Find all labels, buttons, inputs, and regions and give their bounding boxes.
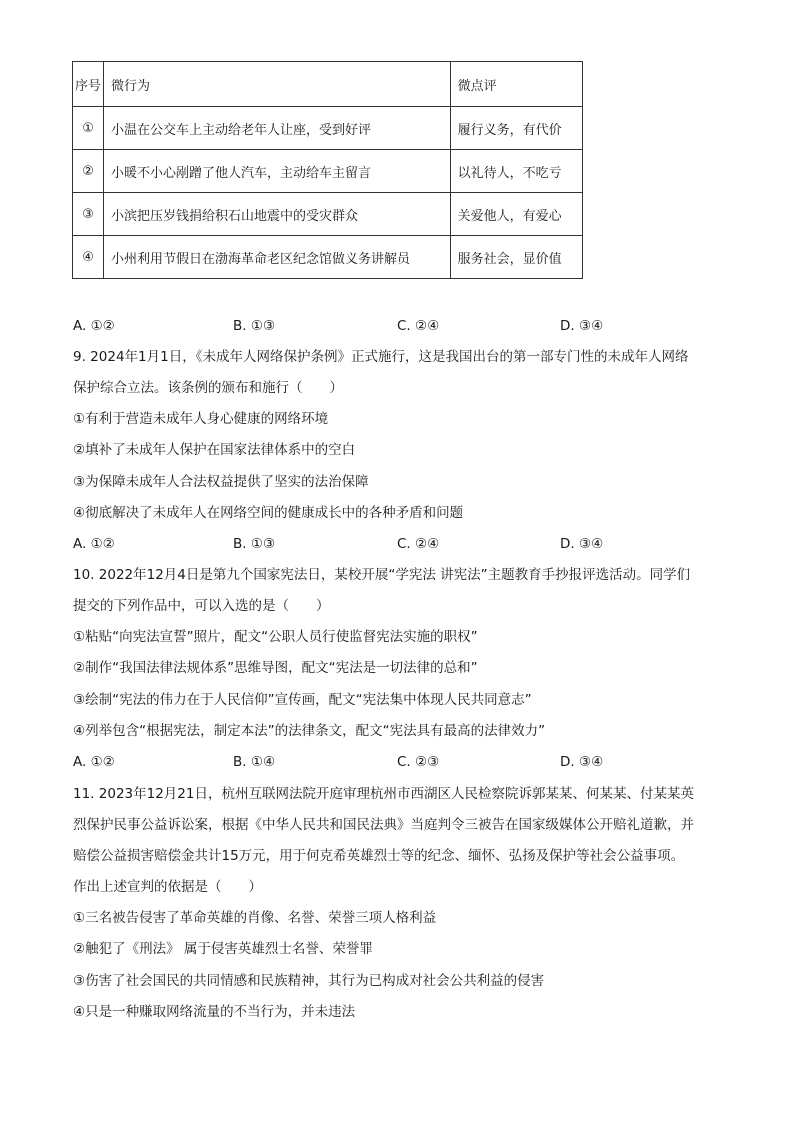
option-a[interactable]: A. ①② [73, 536, 115, 552]
row-comment: 服务社会，显价值 [450, 236, 582, 279]
q10-options [73, 752, 633, 772]
row-index: ② [73, 150, 104, 193]
q10-item: ④列举包含“根据宪法，制定本法”的法律条文，配文“宪法具有最高的法律效力” [73, 723, 546, 739]
row-behavior: 小滨把压岁钱捐给积石山地震中的受灾群众 [104, 193, 451, 236]
q9-stem-line: 保护综合立法。该条例的颁布和施行（ ） [73, 380, 343, 396]
row-behavior: 小暖不小心剐蹭了他人汽车，主动给车主留言 [104, 150, 451, 193]
q11-item: ④只是一种赚取网络流量的不当行为，并未违法 [73, 1004, 356, 1020]
header-comment: 微点评 [450, 62, 582, 107]
behavior-table [72, 61, 583, 279]
option-c[interactable]: C. ②③ [397, 754, 440, 770]
option-d[interactable]: D. ③④ [560, 318, 604, 334]
row-comment: 关爱他人，有爱心 [450, 193, 582, 236]
q9-item: ③为保障未成年人合法权益提供了坚实的法治保障 [73, 474, 369, 490]
table-row [73, 193, 583, 236]
q9-item: ②填补了未成年人保护在国家法律体系中的空白 [73, 442, 356, 458]
q11-item: ①三名被告侵害了革命英雄的肖像、名誉、荣誉三项人格利益 [73, 910, 437, 926]
table-row [73, 150, 583, 193]
option-b[interactable]: B. ①③ [233, 536, 276, 552]
row-behavior: 小州利用节假日在渤海革命老区纪念馆做义务讲解员 [104, 236, 451, 279]
option-d[interactable]: D. ③④ [560, 754, 604, 770]
row-behavior: 小温在公交车上主动给老年人让座，受到好评 [104, 107, 451, 150]
option-d[interactable]: D. ③④ [560, 536, 604, 552]
table-row [73, 236, 583, 279]
q11-stem-line: 作出上述宣判的依据是（ ） [73, 879, 262, 895]
q9-item: ④彻底解决了未成年人在网络空间的健康成长中的各种矛盾和问题 [73, 505, 464, 521]
q11-stem-line: 烈保护民事公益诉讼案，根据《中华人民共和国民法典》当庭判令三被告在国家级媒体公开赔礼道歉，并 [73, 817, 694, 833]
q10-item: ②制作“我国法律法规体系”思维导图，配文“宪法是一切法律的总和” [73, 660, 478, 676]
option-c[interactable]: C. ②④ [397, 318, 440, 334]
q11-item: ③伤害了社会国民的共同情感和民族精神，其行为已构成对社会公共利益的侵害 [73, 973, 545, 989]
q10-stem-line: 提交的下列作品中，可以入选的是（ ） [73, 598, 330, 614]
q9-item: ①有利于营造未成年人身心健康的网络环境 [73, 411, 329, 427]
q10-stem-line: 10. 2022年12月4日是第九个国家宪法日，某校开展“学宪法 讲宪法”主题教育手抄报评选活动。同学们 [73, 567, 691, 583]
option-c[interactable]: C. ②④ [397, 536, 440, 552]
header-index: 序号 [73, 62, 104, 107]
option-a[interactable]: A. ①② [73, 754, 115, 770]
q10-item: ①粘贴“向宪法宣誓”照片，配文“公职人员行使监督宪法实施的职权” [73, 629, 478, 645]
table-row [73, 107, 583, 150]
option-b[interactable]: B. ①④ [233, 754, 276, 770]
row-index: ① [73, 107, 104, 150]
header-behavior: 微行为 [104, 62, 451, 107]
option-a[interactable]: A. ①② [73, 318, 115, 334]
q11-stem-line: 赔偿公益损害赔偿金共计15万元，用于何克希英雄烈士等的纪念、缅怀、弘扬及保护等社会公益事项。 [73, 848, 685, 864]
q11-item: ②触犯了《刑法》 属于侵害英雄烈士名誉、荣誉罪 [73, 941, 373, 957]
row-comment: 履行义务，有代价 [450, 107, 582, 150]
row-comment: 以礼待人，不吃亏 [450, 150, 582, 193]
q10-item: ③绘制“宪法的伟力在于人民信仰”宣传画，配文“宪法集中体现人民共同意志” [73, 692, 532, 708]
q8-options [73, 316, 633, 336]
q9-stem-line: 9. 2024年1月1日，《未成年人网络保护条例》正式施行，这是我国出台的第一部专门性的未成年人网络 [73, 349, 689, 365]
q9-options [73, 534, 633, 554]
row-index: ④ [73, 236, 104, 279]
table-header-row [73, 62, 583, 107]
option-b[interactable]: B. ①③ [233, 318, 276, 334]
q11-stem-line: 11. 2023年12月21日，杭州互联网法院开庭审理杭州市西湖区人民检察院诉郭某某、何某某、付某某英 [73, 786, 694, 802]
row-index: ③ [73, 193, 104, 236]
